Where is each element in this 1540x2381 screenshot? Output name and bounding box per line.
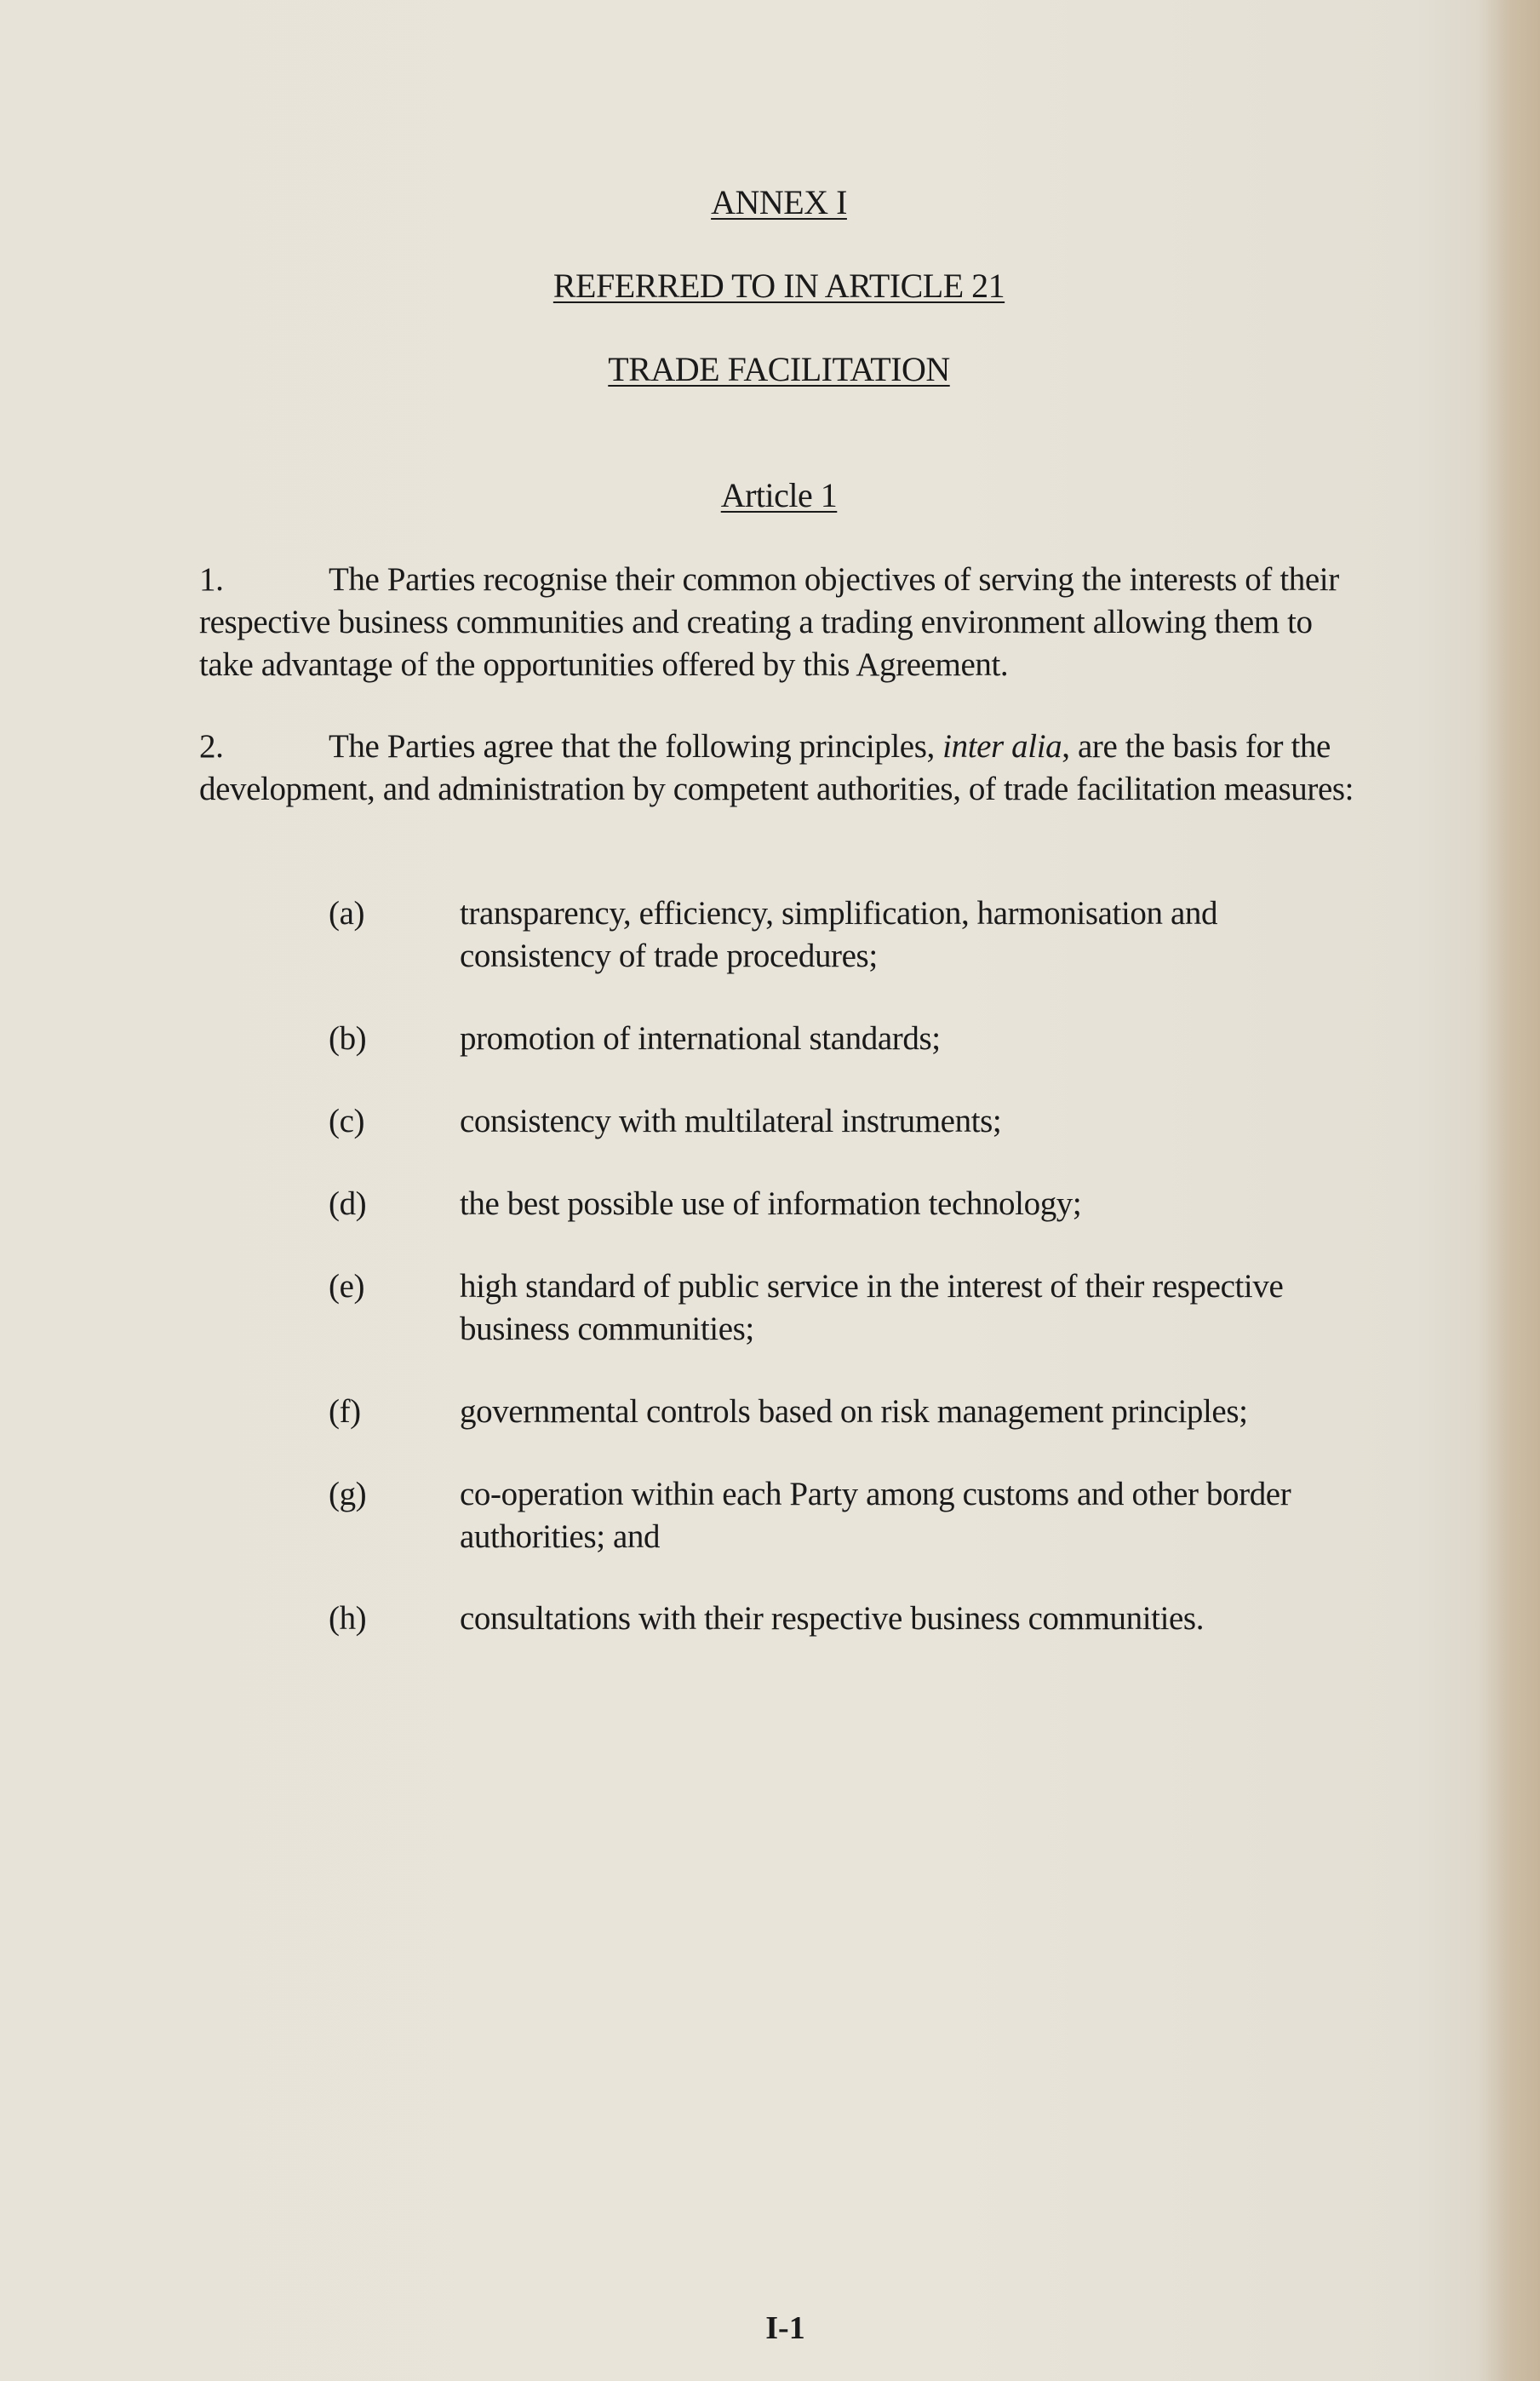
referred-heading: REFERRED TO IN ARTICLE 21 (552, 267, 1005, 305)
title-heading: TRADE FACILITATION (608, 350, 950, 388)
item-text: the best possible use of information technology; (460, 1185, 1082, 1222)
item-text: co-operation within each Party among customs and other border authorities; and (460, 1476, 1291, 1555)
item-text: consultations with their respective business communities. (460, 1600, 1205, 1637)
item-text: high standard of public service in the interest of their respective business communities; (460, 1268, 1284, 1347)
item-marker: (d) (329, 1185, 367, 1222)
item-marker: (f) (329, 1393, 361, 1430)
paragraph-text: The Parties recognise their common objectives of serving the interests of their respective business communities and creating a trading environment allowing them to take advantage of the opportunities offered by this Agreement. (199, 561, 1339, 683)
paragraph-text-after: , are the basis for the development, and administration by competent authorities, of trade facilitation measures: (199, 728, 1354, 807)
item-marker: (c) (329, 1103, 365, 1139)
paragraph-text-before: The Parties agree that the following principles, (329, 728, 943, 765)
paragraph-number: 1. (199, 561, 224, 598)
item-marker: (a) (329, 895, 365, 932)
paragraph-text-italic: inter alia (942, 728, 1062, 765)
item-marker: (h) (329, 1600, 367, 1637)
item-marker: (e) (329, 1268, 365, 1305)
article-heading: Article 1 (720, 476, 838, 514)
page-number: I-1 (765, 2310, 805, 2346)
paragraph-1 (199, 559, 1357, 686)
item-text: transparency, efficiency, simplification, harmonisation and consistency of trade procedures; (460, 895, 1218, 974)
item-marker: (b) (329, 1020, 367, 1057)
annex-heading: ANNEX I (711, 183, 847, 221)
paragraph-2 (199, 726, 1357, 811)
item-marker: (g) (329, 1476, 367, 1512)
item-text: consistency with multilateral instruments; (460, 1103, 1002, 1139)
item-text: promotion of international standards; (460, 1020, 941, 1057)
item-text: governmental controls based on risk management principles; (460, 1393, 1248, 1430)
paragraph-number: 2. (199, 728, 224, 765)
